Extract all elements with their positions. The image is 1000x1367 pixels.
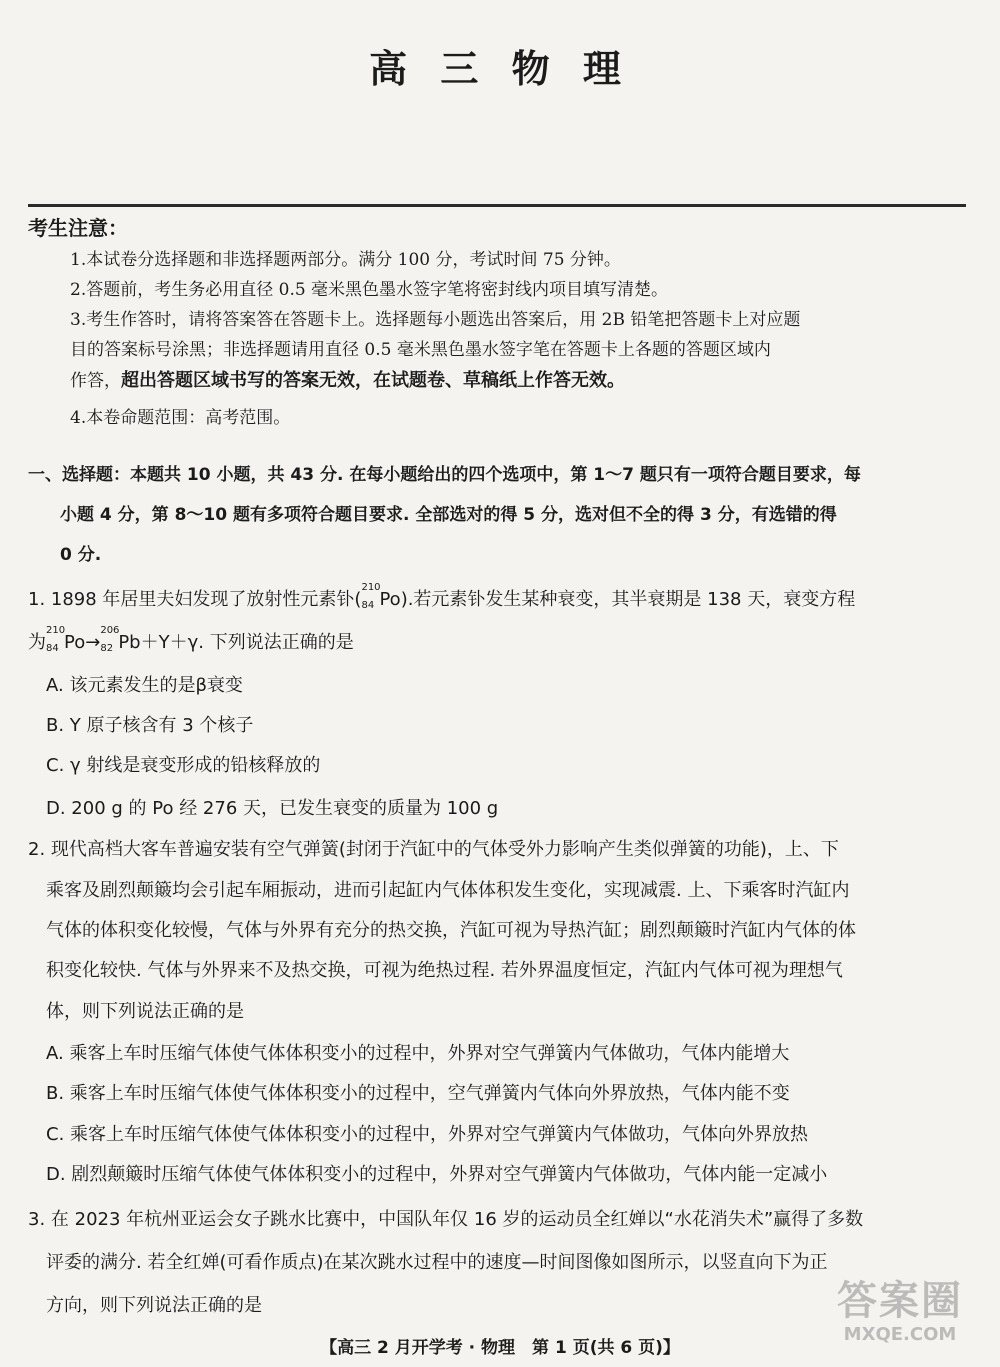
q1-stem-2a: 为 (28, 632, 46, 653)
po-z-eq: 84 (46, 643, 59, 654)
q2-option-d: D. 剧烈颠簸时压缩气体使气体体积变小的过程中，外界对空气弹簧内气体做功，气体内能一定减小 (46, 1164, 828, 1185)
po-isotope-eq (46, 625, 86, 654)
po-mass: 210 (361, 582, 381, 593)
notice-item-3c-text: 作答， (70, 371, 121, 391)
section-heading-3: 0 分. (60, 545, 102, 565)
header-rule (28, 204, 966, 207)
notice-item-4: 4.本卷命题范围：高考范围。 (70, 408, 291, 428)
q1-option-d: D. 200 g 的 Po 经 276 天，已发生衰变的质量为 100 g (46, 798, 499, 819)
po-z: 84 (361, 600, 375, 611)
q2-option-c: C. 乘客上车时压缩气体使气体体积变小的过程中，外界对空气弹簧内气体做功，气体向外界放热 (46, 1124, 809, 1145)
section-heading-1: 一、选择题：本题共 10 小题，共 43 分. 在每小题给出的四个选项中，第 1～7 题只有一项符合题目要求，每 (28, 465, 861, 485)
watermark-logo (820, 1278, 980, 1358)
po-mass-eq: 210 (46, 625, 66, 636)
q1-stem-line-1 (28, 582, 856, 611)
reaction-arrow: → (85, 632, 101, 653)
po-isotope (361, 582, 401, 611)
q3-stem-1: 3. 在 2023 年杭州亚运会女子跳水比赛中，中国队年仅 16 岁的运动员全红婵以“水花消失术”赢得了多数 (28, 1209, 864, 1230)
q2-option-a: A. 乘客上车时压缩气体使气体体积变小的过程中，外界对空气弹簧内气体做功，气体内能增大 (46, 1043, 790, 1064)
po-symbol-eq: Po (64, 632, 86, 653)
q1-stem-line-2 (28, 625, 354, 654)
q1-option-c: C. γ 射线是衰变形成的铅核释放的 (46, 755, 321, 776)
notice-emphasis: 超出答题区域书写的答案无效，在试题卷、草稿纸上作答无效。 (121, 370, 625, 391)
pb-mass: 206 (100, 625, 120, 636)
q3-stem-2: 评委的满分. 若全红婵(可看作质点)在某次跳水过程中的速度—时间图像如图所示，以竖直向下为正 (46, 1252, 828, 1273)
q1-stem-2b: Pb＋Y＋γ. 下列说法正确的是 (118, 632, 354, 653)
pb-isotope (100, 625, 120, 654)
q2-stem-5: 体，则下列说法正确的是 (46, 1001, 244, 1022)
notice-heading: 考生注意： (28, 216, 128, 240)
q3-stem-3: 方向，则下列说法正确的是 (46, 1295, 262, 1316)
q1-stem-1a: 1. 1898 年居里夫妇发现了放射性元素钋( (28, 589, 362, 610)
notice-item-1: 1.本试卷分选择题和非选择题两部分。满分 100 分，考试时间 75 分钟。 (70, 250, 621, 270)
q1-option-a: A. 该元素发生的是β衰变 (46, 675, 243, 696)
page-footer: 【高三 2 月开学考 · 物理 第 1 页(共 6 页)】 (320, 1338, 680, 1358)
q2-option-b: B. 乘客上车时压缩气体使气体体积变小的过程中，空气弹簧内气体向外界放热，气体内能不变 (46, 1083, 790, 1104)
q1-stem-1b: ).若元素钋发生某种衰变，其半衰期是 138 天，衰变方程 (400, 589, 856, 610)
q2-stem-3: 气体的体积变化较慢，气体与外界有充分的热交换，汽缸可视为导热汽缸；剧烈颠簸时汽缸内气体的体 (46, 920, 856, 941)
q2-stem-4: 积变化较快. 气体与外界来不及热交换，可视为绝热过程. 若外界温度恒定，汽缸内气体可视为理想气 (46, 960, 843, 981)
notice-item-3c (70, 366, 625, 392)
page-title: 高 三 物 理 (369, 46, 631, 91)
q2-stem-1: 2. 现代高档大客车普遍安装有空气弹簧(封闭于汽缸中的气体受外力影响产生类似弹簧的功能)，上、下 (28, 839, 839, 860)
notice-item-2: 2.答题前，考生务必用直径 0.5 毫米黑色墨水签字笔将密封线内项目填写清楚。 (70, 280, 669, 300)
pb-z: 82 (100, 643, 114, 654)
po-symbol: Po (379, 589, 401, 610)
section-heading-2: 小题 4 分，第 8～10 题有多项符合题目要求. 全部选对的得 5 分，选对但不全的得 3 分，有选错的得 (60, 505, 837, 525)
notice-item-3a: 3.考生作答时，请将答案答在答题卡上。选择题每小题选出答案后，用 2B 铅笔把答题卡上对应题 (70, 310, 801, 330)
watermark-text: 答案圈 (837, 1278, 963, 1324)
notice-item-3b: 目的答案标号涂黑；非选择题请用直径 0.5 毫米黑色墨水签字笔在答题卡上各题的答题区域内 (70, 340, 771, 360)
q2-stem-2: 乘客及剧烈颠簸均会引起车厢振动，进而引起缸内气体体积发生变化，实现减震. 上、下乘客时汽缸内 (46, 880, 850, 901)
watermark-url: MXQE.COM (843, 1324, 957, 1345)
q1-option-b: B. Y 原子核含有 3 个核子 (46, 715, 254, 736)
